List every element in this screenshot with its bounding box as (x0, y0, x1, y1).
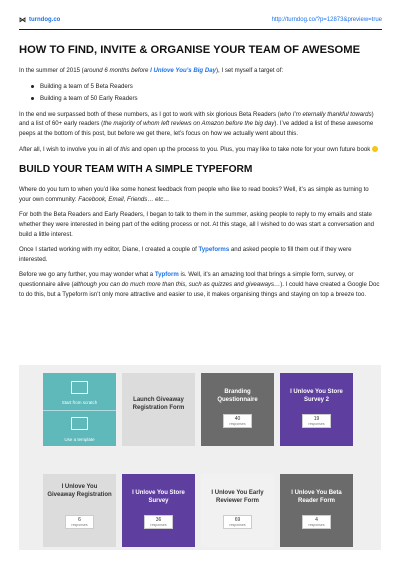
typeform-card[interactable]: Branding Questionnaire 40 responses (201, 373, 274, 446)
response-count: 4 responses (302, 515, 331, 529)
target-list (31, 82, 381, 104)
header-divider (19, 29, 382, 30)
book-link[interactable]: I Unlove You’s Big Day (150, 67, 217, 74)
use-template-button[interactable]: Use a template (43, 410, 116, 446)
create-typeform-card (43, 373, 116, 446)
list-item: Building a team of 50 Early Readers (31, 94, 381, 104)
bullet-icon (31, 97, 34, 100)
response-count: 36 responses (144, 515, 173, 529)
article-title: HOW TO FIND, INVITE & ORGANISE YOUR TEAM OF AWESOME (19, 44, 361, 56)
involve-paragraph: After all, I wish to involve you in all of this and open up the process to you. Plus, you may like to take note for your own future book (19, 145, 381, 155)
response-count: 19 responses (302, 414, 331, 428)
typeform-card[interactable]: I Unlove You Store Survey 2 19 responses (280, 373, 353, 446)
typeform-card[interactable]: I Unlove You Store Survey 36 responses (122, 474, 195, 547)
template-icon (71, 417, 88, 430)
brand-name: turndog.co (29, 17, 61, 23)
response-count: 69 responses (223, 515, 252, 529)
intro-paragraph: In the summer of 2015 (around 6 months before I Unlove You’s Big Day), I set myself a target of: (19, 67, 284, 74)
response-count: 6 responses (65, 515, 94, 529)
typeform-dashboard-screenshot (19, 365, 381, 550)
new-form-icon (71, 381, 88, 394)
results-paragraph: In the end we surpassed both of these numbers, as I got to work with six glorious Beta Readers (who I’m eternally thankful towards) and a list of 60+ early readers (the majority of whom left reviews on Amazon before the big day). I’ve added a list of these awesome peeps at the bottom of this post, but before we get there, let’s focus on how we actually went about this. (19, 110, 374, 137)
brand[interactable] (19, 16, 60, 24)
response-count: 40 responses (223, 414, 252, 428)
typeform-paragraph: Before we go any further, you may wonder what a Typform is. Well, it’s an amazing tool that brings a simple form, survey, or questionnaire alive (although you can do much more than this, such as quizzes and giveaways…). I could have created a Google Doc to do this, but a Typeform isn’t only more attractive and easier to use, it makes organising things and staying on top a breeze too. (19, 271, 380, 298)
bowtie-logo-icon: ⋈ (19, 17, 26, 24)
community-paragraph: Where do you turn to when you’d like some honest feedback from people who like to read books? Well, it’s as simple as turning to your own community: Facebook, Email, Friends… etc… (19, 186, 369, 203)
page-url[interactable]: http://turndog.co/?p=12873&preview=true (271, 17, 382, 23)
typeform-card[interactable]: Launch Giveaway Registration Form (122, 373, 195, 446)
typeform-card[interactable]: I Unlove You Giveaway Registration 6 responses (43, 474, 116, 547)
typeform-card[interactable]: I Unlove You Beta Reader Form 4 responses (280, 474, 353, 547)
readers-paragraph: For both the Beta Readers and Early Readers, I began to talk to them in the summer, asking people to reply to my emails and state whether they were interested in being part of the editing process or not. At this stage, all I wished to do was start a conversation and build a little interest. (19, 211, 374, 238)
page-header (19, 14, 382, 26)
editor-paragraph: Once I started working with my editor, Diane, I created a couple of Typeforms and asked people to fill them out if they were interested. (19, 246, 352, 263)
article-body (19, 44, 381, 305)
section-title: BUILD YOUR TEAM WITH A SIMPLE TYPEFORM (19, 164, 253, 176)
typform-link[interactable]: Typform (154, 271, 179, 279)
bullet-icon (31, 85, 34, 88)
list-item: Building a team of 5 Beta Readers (31, 82, 381, 92)
start-from-scratch-button[interactable]: Start from scratch (43, 373, 116, 409)
typeforms-link[interactable]: Typeforms (198, 246, 230, 254)
smiley-icon (372, 146, 378, 152)
typeform-card[interactable]: I Unlove You Early Reviewer Form 69 responses (201, 474, 274, 547)
